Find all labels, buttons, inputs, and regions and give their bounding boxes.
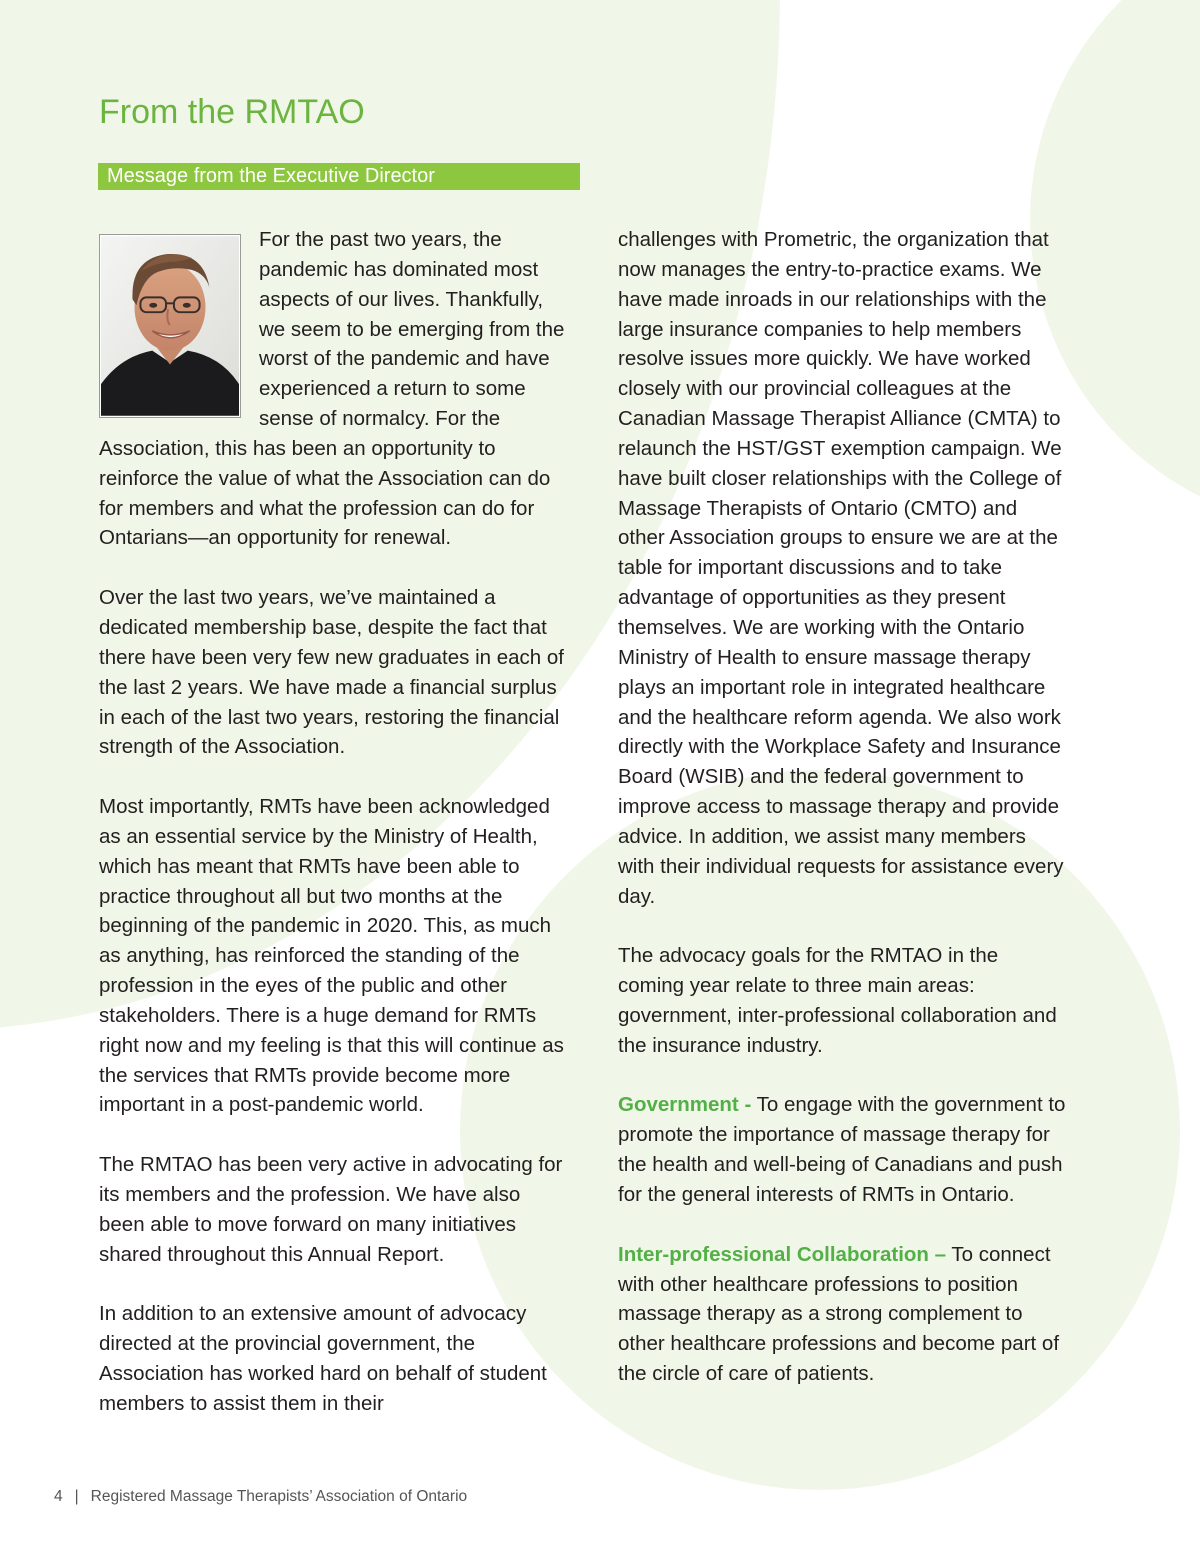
paragraph-advocacy: The RMTAO has been very active in advocating for its members and the profession. We have also been able to move forward on many initiatives shared throughout this Annual Report. — [99, 1153, 563, 1266]
paragraph-goals-intro: The advocacy goals for the RMTAO in the coming year relate to three main areas: government, inter-professional collaboration and the insurance industry. — [618, 944, 1057, 1057]
paragraph-continued: challenges with Prometric, the organization that now manages the entry-to-practice exams. We have made inroads in our relationships with the large insurance companies to help members resolve issues more quickly. We have worked closely with our provincial colleagues at the Canadian Massage Therapist Alliance (CMTA) to relaunch the HST/GST exemption campaign. We have built closer relationships with the College of Massage Therapists of Ontario (CMTO) and other Association groups to ensure we are at the table for important discussions and to take advantage of opportunities as they present themselves. We are working with the Ontario Ministry of Health to ensure massage therapy plays an important role in integrated healthcare and the healthcare reform agenda. We also work directly with the Workplace Safety and Insurance Board (WSIB) and the federal government to improve access to massage therapy and provide advice. In addition, we assist many members with their individual requests for assistance every day. — [618, 228, 1064, 908]
paragraph-goal-government — [618, 1090, 1068, 1209]
paragraph-intro-text: For the past two years, the pandemic has dominated most aspects of our lives. Thankfully, we seem to be emerging from the worst of the pandemic and have experienced a return to some sense of normalcy. For the Association, this has been an opportunity to reinforce the value of what the Association can do for members and what the profession can do for Ontarians—an opportunity for renewal. — [99, 228, 565, 550]
right-column — [618, 225, 1068, 1419]
goal-government-label: Government - — [618, 1093, 752, 1117]
footer-organization: Registered Massage Therapists’ Association of Ontario — [90, 1488, 468, 1505]
left-column — [99, 225, 569, 1449]
paragraph-essential-service: Most importantly, RMTs have been acknowledged as an essential service by the Ministry of Health, which has meant that RMTs have been able to practice throughout all but two months at the beginning of the pandemic in 2020. This, as much as anything, has reinforced the standing of the profession in the eyes of the public and other stakeholders. There is a huge demand for RMTs right now and my feeling is that this will continue as the services that RMTs provide become more important in a post-pandemic world. — [99, 795, 564, 1117]
paragraph-intro — [99, 225, 569, 553]
goal-government-text: To engage with the government to promote the importance of massage therapy for the health and well-being of Canadians and push for the general interests of RMTs in Ontario. — [618, 1093, 1066, 1206]
footer-separator: | — [74, 1488, 79, 1505]
paragraph-goal-collaboration — [618, 1240, 1068, 1389]
executive-director-portrait-icon — [99, 234, 241, 418]
goal-collaboration-label: Inter-professional Collaboration – — [618, 1242, 947, 1266]
paragraph-membership: Over the last two years, we’ve maintained a dedicated membership base, despite the fact that there have been very few new graduates in each of the last 2 years. We have made a financial surplus in each of the last two years, restoring the financial strength of the Association. — [99, 586, 564, 759]
portrait-svg — [101, 236, 239, 416]
page-number: 4 — [54, 1488, 63, 1505]
paragraph-provincial: In addition to an extensive amount of advocacy directed at the provincial government, the Association has worked hard on behalf of student members to assist them in their — [99, 1302, 547, 1415]
page-title: From the RMTAO — [99, 93, 365, 131]
section-heading-bar: Message from the Executive Director — [98, 163, 580, 190]
page-footer — [54, 1487, 467, 1507]
goal-collaboration-text: To connect with other healthcare professions to position massage therapy as a strong complement to other healthcare professions and become part of the circle of care of patients. — [618, 1242, 1060, 1386]
